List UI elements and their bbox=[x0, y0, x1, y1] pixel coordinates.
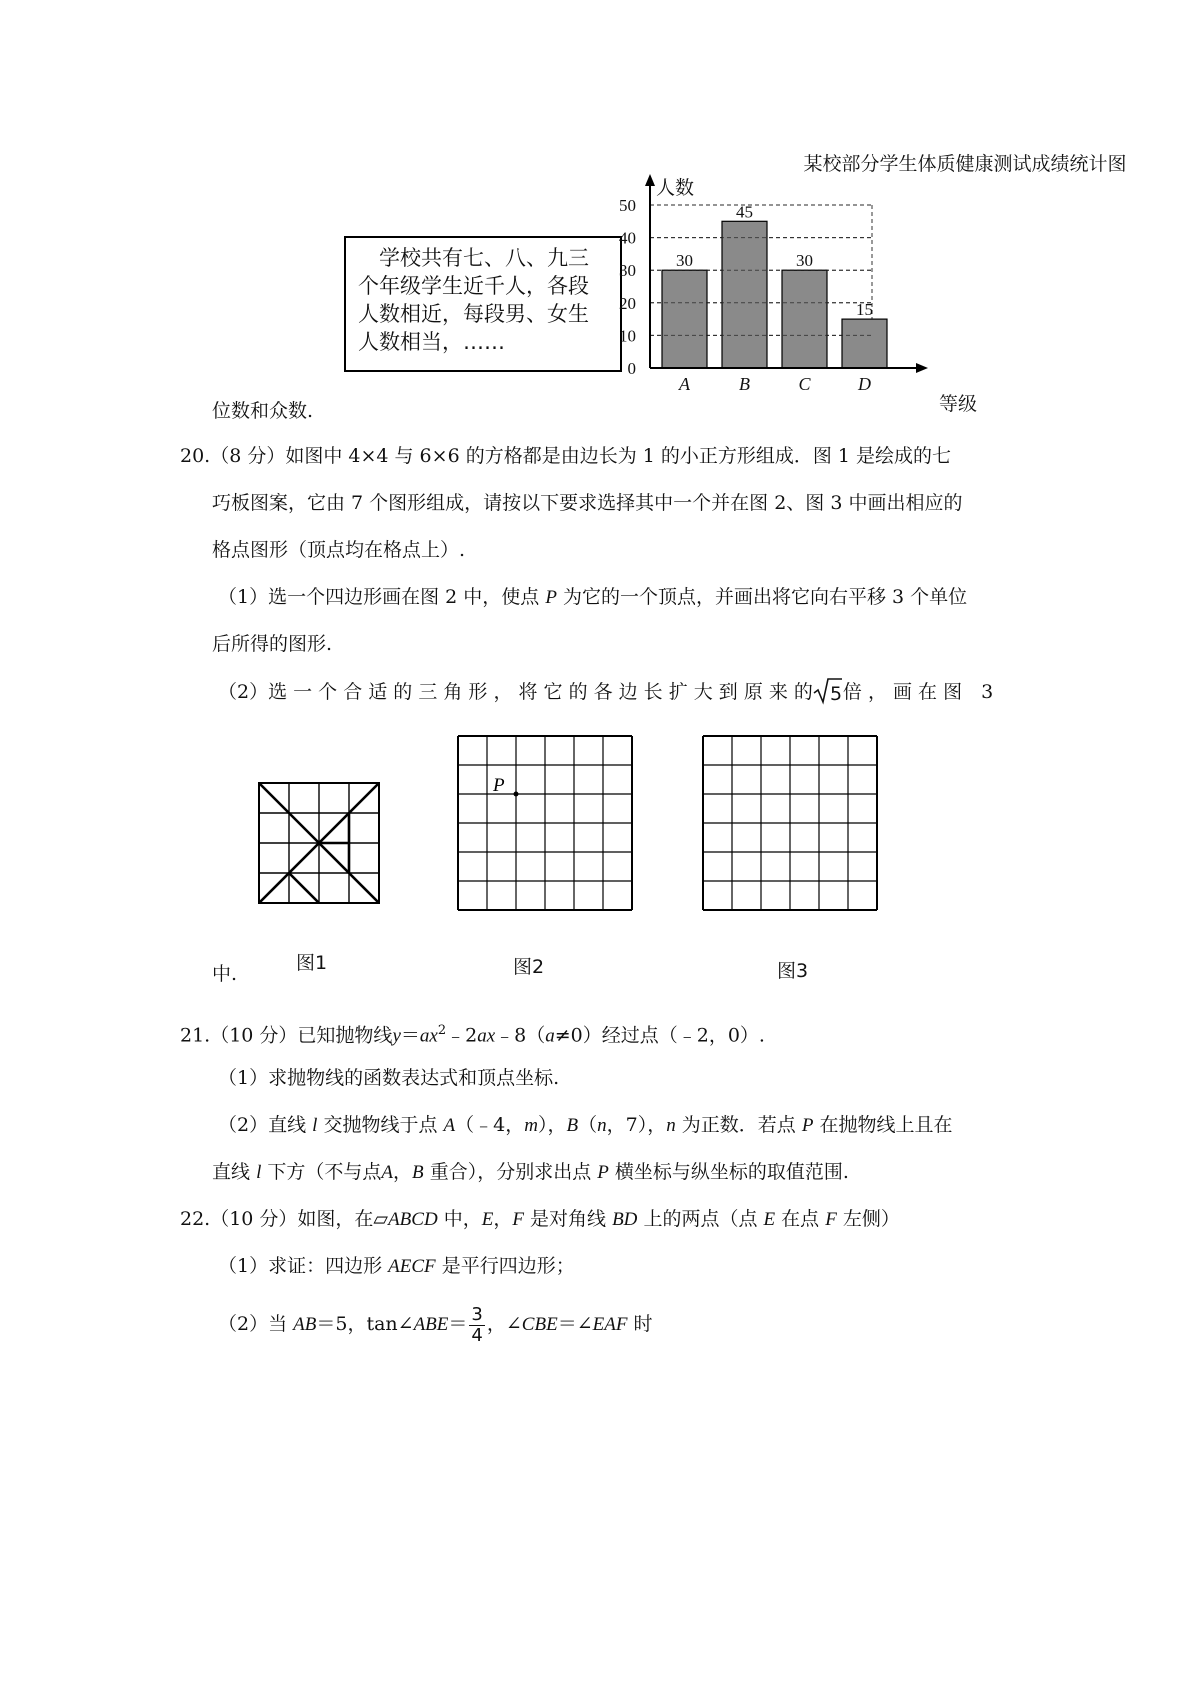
var: AB bbox=[293, 1314, 317, 1335]
text-run: 上的两点（点 bbox=[643, 1208, 758, 1230]
data-label: 30 bbox=[796, 251, 813, 271]
y-tick-label: 40 bbox=[619, 228, 636, 248]
text-run: ＝ bbox=[400, 1024, 420, 1047]
text-run: 时 bbox=[633, 1313, 653, 1335]
y-tick-label: 0 bbox=[627, 359, 636, 378]
q20-part1-line2: 后所得的图形. bbox=[212, 633, 333, 655]
data-label: 45 bbox=[736, 202, 753, 222]
q19-tail: 位数和众数. bbox=[212, 400, 314, 422]
var: B bbox=[566, 1115, 579, 1136]
text-run: （10 分）如图，在▱ bbox=[210, 1208, 389, 1230]
numerator: 3 bbox=[471, 1303, 483, 1325]
q20-line2: 巧板图案，它由 7 个图形组成，请按以下要求选择其中一个并在图 2、图 3 中画出相应的 bbox=[212, 492, 963, 514]
figure-1-caption: 图1 bbox=[296, 952, 328, 974]
figure-2-grid bbox=[455, 733, 635, 913]
figure-3-caption: 图3 bbox=[777, 960, 809, 982]
q20-part2-line1 bbox=[218, 677, 993, 706]
text-run: （2）直线 bbox=[218, 1114, 307, 1136]
text-run: 倍 ， 画 在 图 3 bbox=[842, 681, 994, 703]
q20-part2-end: 中. bbox=[212, 963, 238, 985]
var: F bbox=[512, 1209, 524, 1230]
bar-chart bbox=[600, 150, 1127, 420]
text-run: 是对角线 bbox=[530, 1208, 607, 1230]
var: AECF bbox=[388, 1256, 436, 1277]
note-line: 人数相当，…… bbox=[358, 330, 505, 354]
text-run: 交抛物线于点 bbox=[323, 1114, 438, 1136]
denominator: 4 bbox=[471, 1324, 483, 1346]
var: BD bbox=[612, 1209, 638, 1230]
var: E bbox=[481, 1209, 494, 1230]
text-run: 为它的一个顶点，并画出将它向右平移 3 个单位 bbox=[562, 586, 968, 608]
data-label: 15 bbox=[856, 300, 873, 320]
x-tick-label: B bbox=[739, 374, 750, 394]
text-run: ﹣2 bbox=[446, 1024, 478, 1047]
text-run: （2）选 一 个 合 适 的 三 角 形 ， 将 它 的 各 边 长 扩 大 到 原 来 的 bbox=[218, 681, 813, 703]
text-run: 是平行四边形； bbox=[441, 1255, 575, 1277]
y-tick-label: 20 bbox=[619, 293, 636, 313]
var: l bbox=[312, 1115, 318, 1136]
bar-D bbox=[842, 319, 887, 368]
question-number: 21. bbox=[180, 1024, 211, 1047]
text-run: ﹣8（ bbox=[495, 1024, 546, 1047]
data-label: 30 bbox=[676, 251, 693, 271]
text-run: 重合），分别求出点 bbox=[429, 1161, 592, 1183]
q22-part2 bbox=[218, 1300, 653, 1349]
var: ax bbox=[477, 1025, 496, 1047]
var-p: P bbox=[545, 587, 557, 608]
radicand: 5 bbox=[829, 683, 843, 705]
y-tick-label: 10 bbox=[619, 326, 636, 346]
text-run: 在抛物线上且在 bbox=[819, 1114, 953, 1136]
q22-part1 bbox=[218, 1252, 575, 1281]
text-run: ＝ bbox=[448, 1313, 468, 1335]
var: ABE bbox=[413, 1314, 449, 1335]
q20-part1-line1 bbox=[218, 583, 967, 612]
var: B bbox=[412, 1162, 424, 1183]
x-tick-label: A bbox=[679, 374, 690, 394]
sqrt-five bbox=[813, 677, 843, 706]
figure-1-tangram bbox=[256, 780, 382, 906]
text-run: （10 分）已知抛物线 bbox=[210, 1024, 393, 1047]
note-line: 人数相近，每段男、女生 bbox=[358, 302, 589, 326]
x-axis-arrow bbox=[916, 363, 928, 373]
x-tick-label: D bbox=[858, 374, 871, 394]
text-run: 左侧） bbox=[842, 1208, 900, 1230]
var: F bbox=[825, 1209, 837, 1230]
point-p-dot bbox=[514, 792, 519, 797]
text-run: 为正数．若点 bbox=[681, 1114, 796, 1136]
x-tick-label: C bbox=[798, 374, 811, 394]
q21-part2-line1 bbox=[218, 1111, 952, 1140]
var: y bbox=[392, 1025, 401, 1047]
q21-part1: （1）求抛物线的函数表达式和顶点坐标. bbox=[218, 1067, 560, 1089]
var: P bbox=[801, 1115, 814, 1136]
var: E bbox=[763, 1209, 776, 1230]
y-axis-label: 人数 bbox=[656, 177, 695, 199]
q21-line1 bbox=[180, 1017, 765, 1050]
question-number: 20. bbox=[180, 445, 211, 467]
chart-title: 某校部分学生体质健康测试成绩统计图 bbox=[803, 153, 1127, 175]
text-run: ＝∠ bbox=[557, 1313, 593, 1335]
q20-line3: 格点图形（顶点均在格点上）. bbox=[212, 539, 466, 561]
var: A bbox=[443, 1115, 456, 1136]
text-run: ）， bbox=[537, 1114, 567, 1136]
text-run: （1）选一个四边形画在图 2 中，使点 bbox=[218, 586, 540, 608]
text-run: ， bbox=[393, 1161, 413, 1183]
text-run: ＝5，tan∠ bbox=[316, 1313, 414, 1335]
y-tick-label: 50 bbox=[619, 196, 636, 215]
text-run: ， bbox=[493, 1208, 513, 1230]
question-number: 22. bbox=[180, 1208, 211, 1230]
text-run: ，7）， bbox=[606, 1114, 667, 1136]
fraction bbox=[469, 1305, 484, 1346]
radical-sign bbox=[813, 677, 843, 705]
var: A bbox=[381, 1162, 394, 1183]
y-axis-arrow bbox=[645, 174, 655, 186]
figure-2-caption: 图2 bbox=[513, 956, 545, 978]
text-run: （1）求证：四边形 bbox=[218, 1255, 383, 1277]
q20-text: （8 分）如图中 4×4 与 6×6 的方格都是由边长为 1 的小正方形组成．图 1 是绘成的七 bbox=[210, 445, 952, 467]
bar-B bbox=[722, 221, 767, 368]
var: EAF bbox=[592, 1314, 628, 1335]
q20-line1 bbox=[180, 442, 951, 470]
var: a bbox=[545, 1025, 555, 1047]
text-run: 直线 bbox=[212, 1161, 251, 1183]
bar-C bbox=[782, 270, 827, 368]
bar-A bbox=[662, 270, 707, 368]
var: n bbox=[666, 1115, 676, 1136]
text-run: ，∠ bbox=[486, 1313, 522, 1335]
var: ABCD bbox=[388, 1209, 438, 1230]
var: CBE bbox=[521, 1314, 558, 1335]
q21-part2-line2 bbox=[212, 1158, 849, 1187]
text-run: （﹣4， bbox=[455, 1114, 525, 1136]
var: n bbox=[597, 1115, 607, 1136]
var: ax bbox=[419, 1025, 438, 1047]
var: m bbox=[524, 1115, 538, 1136]
y-tick-label: 30 bbox=[619, 261, 636, 281]
x-axis-label: 等级 bbox=[938, 393, 978, 415]
text-run: 中， bbox=[443, 1208, 482, 1230]
var: P bbox=[597, 1162, 609, 1183]
note-line: 学校共有七、八、九三 bbox=[358, 246, 589, 270]
text-run: 下方（不与点 bbox=[267, 1161, 382, 1183]
text-run: 横坐标与纵坐标的取值范围. bbox=[614, 1161, 849, 1183]
exponent: 2 bbox=[437, 1023, 447, 1038]
text-run: ≠0）经过点（﹣2，0）. bbox=[554, 1024, 765, 1047]
text-run: （ bbox=[578, 1114, 598, 1136]
var: l bbox=[256, 1162, 262, 1183]
figure-3-grid bbox=[700, 733, 880, 913]
note-box bbox=[344, 236, 622, 372]
text-run: 在点 bbox=[781, 1208, 820, 1230]
note-line: 个年级学生近千人，各段 bbox=[358, 274, 589, 298]
q22-line1 bbox=[180, 1205, 900, 1234]
point-p-label: P bbox=[493, 775, 505, 796]
text-run: （2）当 bbox=[218, 1313, 288, 1335]
